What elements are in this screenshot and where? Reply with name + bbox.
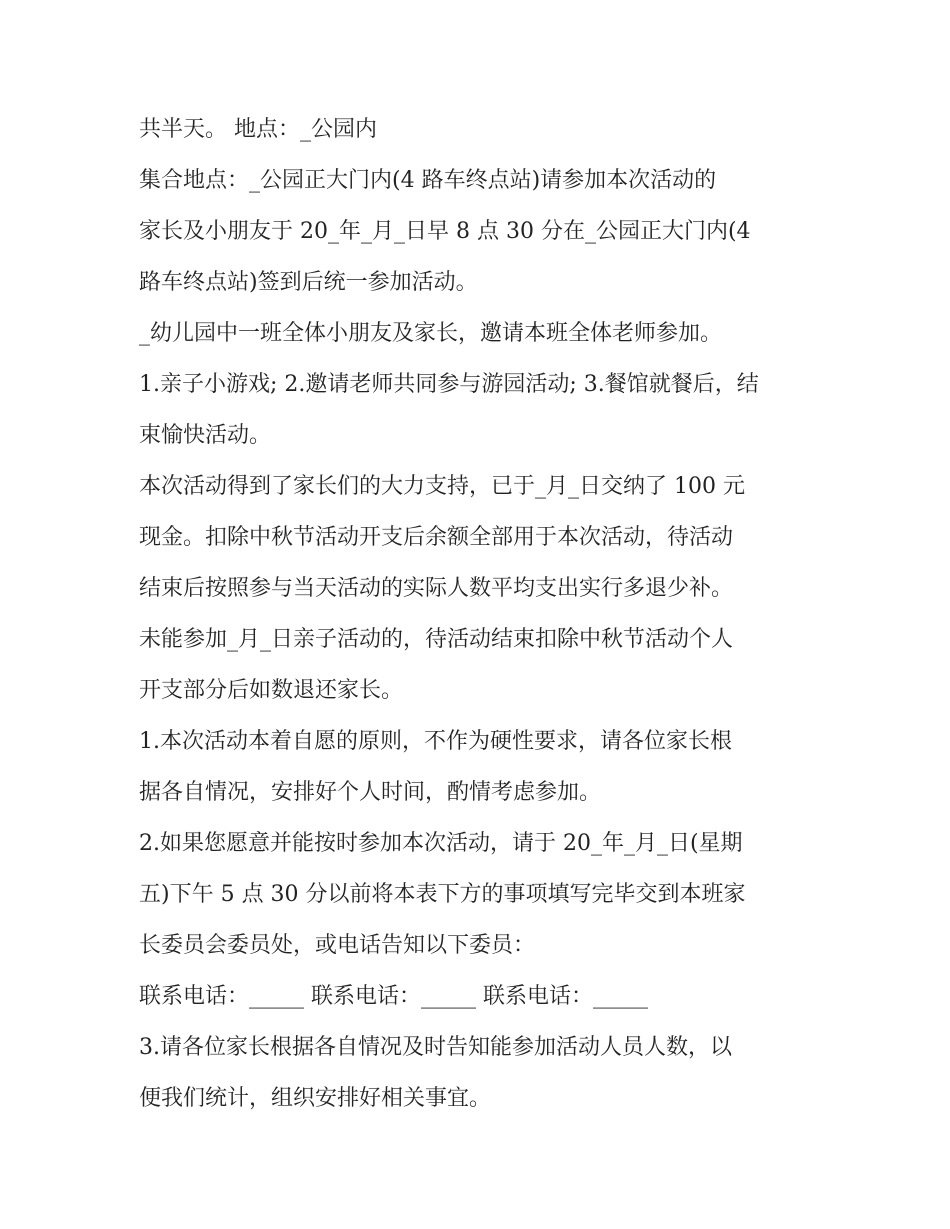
text-line: 五)下午 5 点 30 分以前将本表下方的事项填写完毕交到本班家 xyxy=(139,882,746,907)
document-body xyxy=(139,108,829,1128)
text-line: 便我们统计，组织安排好相关事宜。 xyxy=(139,1086,492,1111)
text-line: 联系电话：_____ 联系电话：_____ 联系电话：_____ xyxy=(139,984,648,1009)
text-line: 家长及小朋友于 20_年_月_日早 8 点 30 分在_公园正大门内(4 xyxy=(139,219,751,244)
text-line: 共半天。 地点：_公园内 xyxy=(139,117,377,142)
text-line: 束愉快活动。 xyxy=(139,423,272,448)
text-line: 结束后按照参与当天活动的实际人数平均支出实行多退少补。 xyxy=(139,576,734,601)
text-line: 据各自情况，安排好个人时间，酌情考虑参加。 xyxy=(139,780,602,805)
text-line: 1.本次活动本着自愿的原则，不作为硬性要求，请各位家长根 xyxy=(139,729,732,754)
text-line: 未能参加_月_日亲子活动的，待活动结束扣除中秋节活动个人 xyxy=(139,627,734,652)
text-line: 2.如果您愿意并能按时参加本次活动，请于 20_年_月_日(星期 xyxy=(139,831,743,856)
text-line: 集合地点：_公园正大门内(4 路车终点站)请参加本次活动的 xyxy=(139,168,717,193)
text-line: _幼儿园中一班全体小朋友及家长，邀请本班全体老师参加。 xyxy=(139,321,723,346)
text-line: 1.亲子小游戏; 2.邀请老师共同参与游园活动; 3.餐馆就餐后，结 xyxy=(139,372,759,397)
text-line: 本次活动得到了家长们的大力支持，已于_月_日交纳了 100 元 xyxy=(139,474,745,499)
text-line: 长委员会委员处，或电话告知以下委员： xyxy=(139,933,536,958)
text-line: 现金。扣除中秋节活动开支后余额全部用于本次活动，待活动 xyxy=(139,525,734,550)
text-line: 开支部分后如数退还家长。 xyxy=(139,678,404,703)
text-line: 路车终点站)签到后统一参加活动。 xyxy=(139,270,478,295)
text-line: 3.请各位家长根据各自情况及时告知能参加活动人员人数，以 xyxy=(139,1035,732,1060)
